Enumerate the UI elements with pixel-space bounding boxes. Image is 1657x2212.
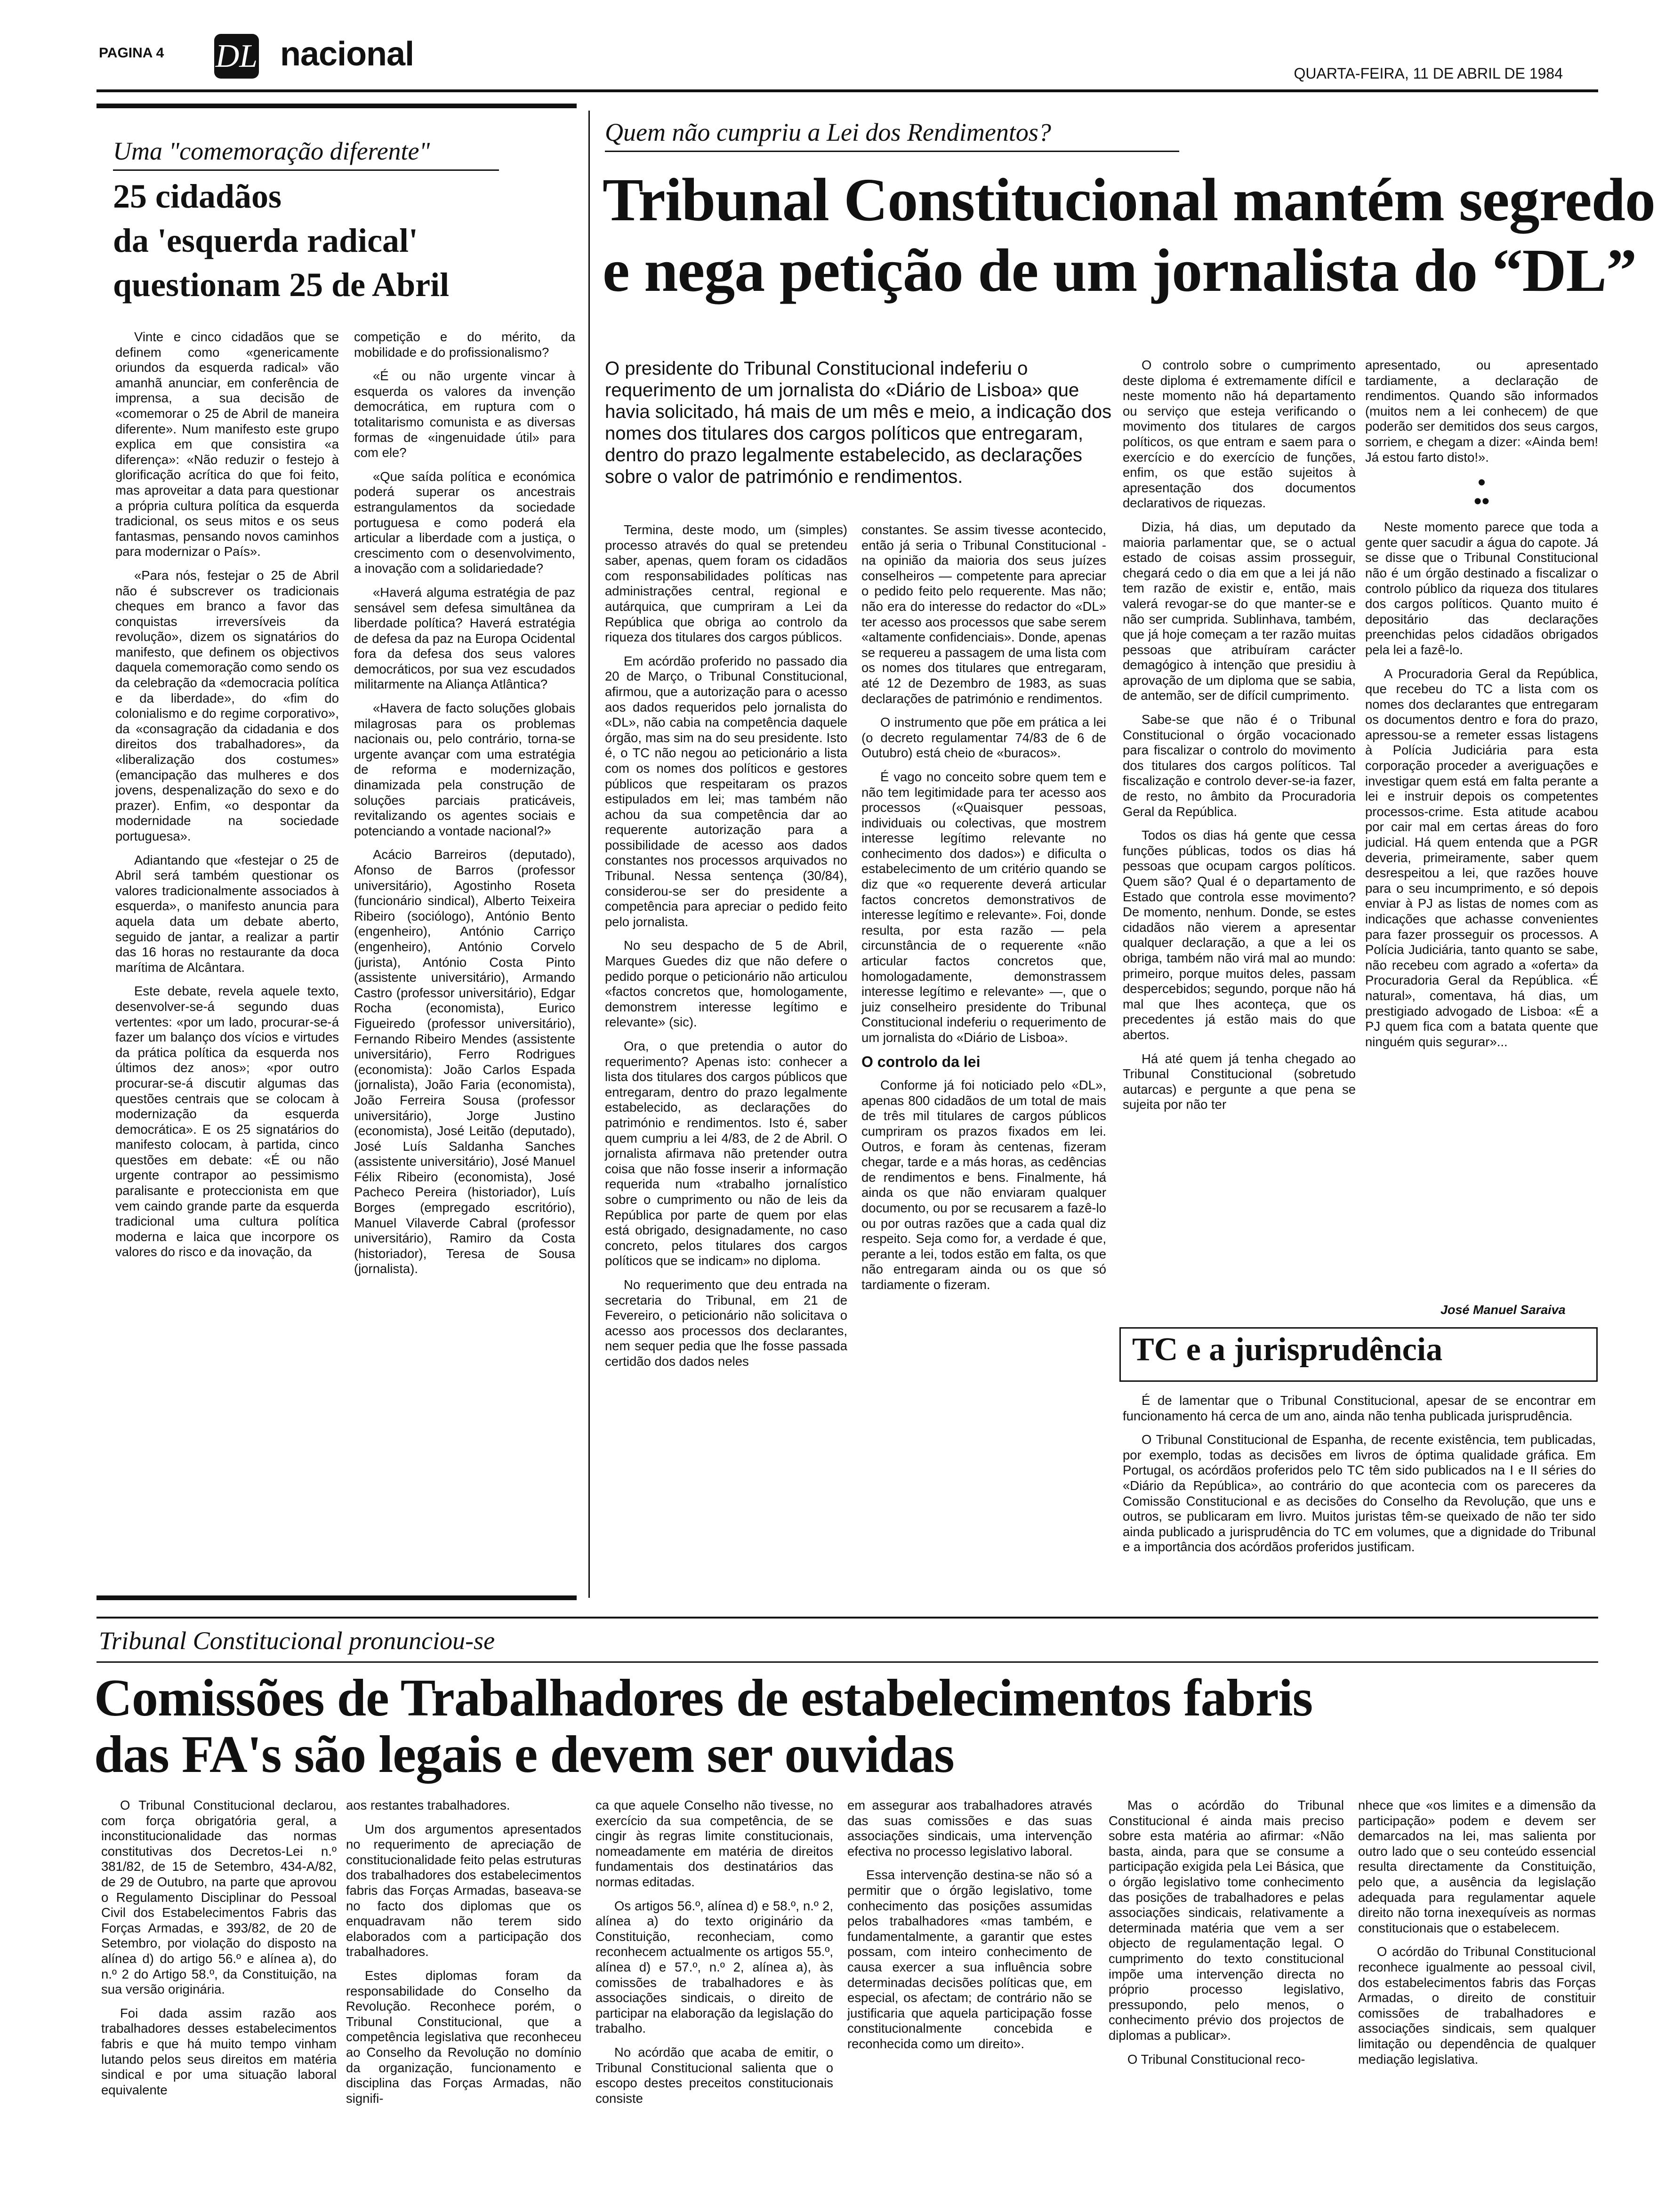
article2-paragraph: O controlo sobre o cumprimento deste diploma é extremamente difícil e neste momento não há departamento ou serviço que esteja verificando o movimento dos titulares de cargos políticos, os que entram e saem para o exercício e do exercício de funções, enfim, os que estão sujeitos à apresentação dos documentos declarativos de riquezas. <box>1123 358 1356 511</box>
article2-paragraph: A Procuradoria Geral da República, que recebeu do TC a lista com os nomes dos declarantes que entregaram os documentos dentro e fora do prazo, apressou-se a remeter essas listagens à Polícia Judiciária para esta corporação proceder a averiguações e investigar quem está em falta perante a lei e instruir depois os competentes processos-crime. Esta atitude acabou por cair mal em certas áreas do foro judicial. Há quem entenda que a PGR deveria, primeiramente, saber quem desrespeitou a lei, que razões houve para o seu incumprimento, e só depois enviar à PJ as listas de nomes com as indicações que achasse convenientes para fazer prosseguir os processos. A Polícia Judiciária, tanto quanto se sabe, não recebeu com agrado a «oferta» da Procuradoria Geral da República. «É natural», comentava, há dias, um prestigiado advogado de Lisboa: «É a PJ quem fica com a batata quente que ninguém quis segurar»... <box>1365 666 1598 1049</box>
article1-paragraph: Acácio Barreiros (deputado), Afonso de Barros (professor universitário), Agostinho Roseta (funcionário sindical), Alberto Teixeira Ribeiro (sociólogo), António Bento (engenheiro), António Carriço (engenheiro), António Corvelo (jurista), António Costa Pinto (assistente universitário), Armando Castro (professor universitário), Edgar Rocha (economista), Eurico Figueiredo (professor universitário), Fernando Ribeiro Mendes (assistente universitário), Ferro Rodrigues (economista): João Carlos Espada (jornalista), João Faria (economista), João Ferreira Sousa (professor universitário), Jorge Justino (economista), José Leitão (deputado), José Luís Saldanha Sanches (assistente universitário), José Manuel Félix Ribeiro (economista), José Pacheco Pereira (historiador), Luís Borges (empregado escritório), Manuel Vilaverde Cabral (professor universitário), Ramiro da Costa (historiador), Teresa de Sousa (jornalista). <box>354 847 575 1276</box>
article2-paragraph: Todos os dias há gente que cessa funções públicas, todos os dias há pessoas que ocupam cargos políticos. Quem são? Qual é o departamento de Estado que controla esse movimento? De momento, nenhum. Donde, se estes cidadãos não vierem a apresentar qualquer declaração, a que a lei os obriga, também não virá mal ao mundo: primeiro, porque muitos deles, passam despercebidos; segundo, porque não há mal que lhes aconteça, que os precedentes já estão mais do que abertos. <box>1123 828 1356 1042</box>
article2-paragraph: É vago no conceito sobre quem tem e não tem legitimidade para ter acesso aos processos («Quaisquer pessoas, individuais ou colectivas, que mostrem interesse legítimo relevante no conhecimento dos dados») e dificulta o estabelecimento de um critério quando se diz que «o requerente deverá articular factos concretos demonstrativos de interesse legítimo e relevante». Foi, donde resulta, por esta razão — pela circunstância de o requerente «não articular factos concretos que, homologadamente, demonstrassem interesse legítimo e relevante» —, que o juiz conselheiro presidente do Tribunal Constitucional indeferiu o requerimento de um jornalista do «Diário de Lisboa». <box>861 769 1106 1045</box>
article3-paragraph: Foi dada assim razão aos trabalhadores desses estabelecimentos fabris e que há muito tempo vinham lutando pelos seus direitos em matéria sindical e por uma situação laboral equivalente <box>101 2005 337 2097</box>
article3-paragraph: aos restantes trabalhadores. <box>346 1798 510 1812</box>
article1-headline-line3: questionam 25 de Abril <box>113 266 450 304</box>
article2-headline-line2: e nega petição de um jornalista do “DL” <box>603 237 1637 305</box>
article1-top-rule <box>97 104 577 108</box>
article2-paragraph: Neste momento parece que toda a gente quer sacudir a água do capote. Já se disse que o Tribunal Constitucional não é um órgão destinado a fiscalizar o controlo público da riqueza dos titulares dos cargos políticos. Quanto muito é depositário das declarações preenchidas pelos cidadãos obrigados pela lei a fazê-lo. <box>1365 520 1598 657</box>
header-rule <box>97 89 1598 92</box>
article1-paragraph: «É ou não urgente vincar à esquerda os valores da invenção democrática, em ruptura com o totalitarismo comunista e as diversas formas de «ingenuidade útil» para com ele? <box>354 369 575 460</box>
article1-column-2 <box>354 329 575 1285</box>
issue-date: QUARTA-FEIRA, 11 DE ABRIL DE 1984 <box>1294 65 1563 82</box>
article3-column-3 <box>595 1798 833 2115</box>
article3-column-1 <box>101 1798 337 2106</box>
article1-paragraph: Este debate, revela aquele texto, desenvolver-se-á segundo duas vertentes: «por um lado, procurar-se-á fazer um balanço dos vícios e virtudes da prática política da esquerda nos últimos dez anos»; «por outro procurar-se-á discutir algumas das questões centrais que se colocam à modernização da esquerda democrática». E os 25 signatários do manifesto colocam, à partida, cinco questões em debate: «É ou não urgente contrapor ao pessimismo paralisante e proteccionista em que vem caindo grande parte da esquerda tradicional uma cultura política moderna e laica que incorpore os valores do risco e da inovação, da <box>115 984 339 1259</box>
article2-paragraph: Ora, o que pretendia o autor do requerimento? Apenas isto: conhecer a lista dos titulares dos cargos públicos que entregaram, dentro do prazo legalmente estabelecido, as declarações do património e rendimentos. Isto é, saber quem cumpriu a lei 4/83, de 2 de Abril. O jornalista afirmava não pretender outra coisa que não fosse inserir a informação requerida num «trabalho jornalístico sobre o cumprimento ou não de leis da República por parte de quem por elas está obrigado, designadamente, no caso concreto, pelos titulares dos cargos políticos que se indicam» no diploma. <box>605 1039 847 1268</box>
article3-paragraph: Essa intervenção destina-se não só a permitir que o órgão legislativo, tome conhecimento das posições assumidas pelos trabalhadores «mas também, e fundamentalmente, a garantir que estes possam, com inteiro conhecimento de causa exercer a sua influência sobre determinadas decisões políticas que, em especial, os afectam; de contrário não se justificaria que aquela participação fosse constitucionalmente concebida e reconhecida como um direito». <box>847 1867 1092 2051</box>
article2-paragraph: O instrumento que põe em prática a lei (o decreto regulamentar 74/83 de 6 de Outubro) está cheio de «buracos». <box>861 715 1106 761</box>
article2-paragraph: Sabe-se que não é o Tribunal Constitucional o órgão vocacionado para fiscalizar o controlo do movimento dos titulares dos cargos políticos. Tal fiscalização e controlo dever-se-ia fazer, de resto, no âmbito da Procuradoria Geral da República. <box>1123 712 1356 819</box>
article1-kicker: Uma "comemoração diferente" <box>113 137 430 165</box>
article2-column-4 <box>1365 358 1598 1058</box>
article1-paragraph: Adiantando que «festejar o 25 de Abril será também questionar os valores tradicionalmente associados à esquerda», o manifesto anuncia para aquela data um debate aberto, seguido de jantar, a realizar a partir das 16 horas no restaurante da doca marítima de Alcântara. <box>115 852 339 975</box>
article1-paragraph: competição e do mérito, da mobilidade e do profissionalismo? <box>354 329 575 360</box>
article1-paragraph: «Havera de facto soluções globais milagrosas para os problemas nacionais ou, pelo contrário, torna-se urgente avançar com uma estratégia de reforma e modernização, dinamizada pela construção de soluções parciais praticáveis, revitalizando os agentes sociais e potenciando a vontade nacional?» <box>354 701 575 838</box>
article3-paragraph: Um dos argumentos apresentados no requerimento de apreciação de constitucionalidade feito pelas estruturas dos trabalhadores dos estabelecimentos fabris das Forças Armadas, baseava-se no facto dos diplomas que os enquadravam não terem sido elaborados com a participação dos trabalhadores. <box>346 1821 581 1959</box>
article3-paragraph: Mas o acórdão do Tribunal Constitucional é ainda mais preciso sobre esta matéria ao afirmar: «Não basta, ainda, para que se consume a participação exigida pela Lei Básica, que o órgão legislativo tome conhecimento das posições de trabalhadores e pelas associações sindicais, relativamente a determinada matéria que vem a ser objecto de regulamentação legal. O cumprimento do texto constitucional impõe uma intervenção directa no próprio processo legislativo, pressupondo, pelo menos, o conhecimento prévio dos projectos de diplomas a publicar». <box>1109 1798 1344 2043</box>
article2-subhead: O controlo da lei <box>861 1053 981 1070</box>
article2-column-2 <box>861 522 1106 1301</box>
section-title: nacional <box>280 35 414 73</box>
article1-bottom-rule <box>97 1595 577 1600</box>
article2-paragraph: Dizia, há dias, um deputado da maioria parlamentar que, se o actual estado de coisas assim prosseguir, chegará cedo o dia em que a lei já não tem razão de existir e, então, mais valerá revogar-se do que manter-se e não ser cumprida. Sublinhava, também, que já hoje começam a ter razão muitas pessoas que atribuíram carácter demagógico à intenção que presidiu à aprovação de um diploma que se sabia, de antemão, ser de difícil cumprimento. <box>1123 519 1356 703</box>
article3-paragraph: No acórdão que acaba de emitir, o Tribunal Constitucional salienta que o escopo destes preceitos constitucionais consiste <box>595 2044 833 2106</box>
article2-paragraph: No requerimento que deu entrada na secretaria do Tribunal, em 21 de Fevereiro, o peticionário não solicitava o acesso aos processos dos declarantes, nem sequer pedia que lhe fosse passada certidão dos dados neles <box>605 1277 847 1369</box>
article3-paragraph: Estes diplomas foram da responsabilidade do Conselho da Revolução. Reconhece porém, o Tribunal Constitucional, que a competência legislativa que reconheceu ao Conselho da Revolução no domínio da organização, funcionamento e disciplina das Forças Armadas, não signifi- <box>346 1968 581 2106</box>
article3-paragraph: em assegurar aos trabalhadores através das suas comissões e das suas associações sindicais, uma intervenção efectiva no processo legislativo laboral. <box>847 1798 1092 1859</box>
box-title: TC e a jurisprudência <box>1132 1331 1443 1368</box>
article3-paragraph: O Tribunal Constitucional declarou, com força obrigatória geral, a inconstitucionalidade das normas constitutivas dos Decretos-Lei n.º 381/82, de 15 de Setembro, 434-A/82, de 29 de Outubro, na parte que aprovou o Regulamento Disciplinar do Pessoal Civil dos Estabelecimentos Fabris das Forças Armadas, e 393/82, de 20 de Setembro, por violação do disposto na alínea d) do artigo 56.º e alínea a), do n.º 2 do Artigo 58.º, da Constituição, na sua versão originária. <box>101 1798 337 1997</box>
article2-paragraph: apresentado, ou apresentado tardiamente, a declaração de rendimentos. Quando são informados (muitos nem a lei conhecem) de que poderão ser demitidos dos seus cargos, sorriem, e chegam a dizer: «Ainda bem! Já estou farto disto!». <box>1365 358 1598 465</box>
box-paragraph: O Tribunal Constitucional de Espanha, de recente existência, tem publicadas, por exemplo, todas as decisões em livros de óptima qualidade gráfica. Em Portugal, os acórdãos proferidos pelo TC têm sido publicados na I e II séries do «Diário da República», ao contrário do que acontecia com os pareceres da Comissão Constitucional e as decisões do Conselho da Revolução, que uns e outros, se publicaram em livro. Muitos juristas têm-se queixado de não ter sido ainda publicado a jurisprudência do TC em volumes, que a dignidade do Tribunal e a importância dos acórdãos proferidos justificam. <box>1123 1432 1596 1555</box>
article3-column-6 <box>1358 1798 1596 2076</box>
article3-paragraph: O Tribunal Constitucional reco- <box>1127 2052 1305 2067</box>
article2-paragraph: Termina, deste modo, um (simples) processo através do qual se pretendeu saber, apenas, quem foram os cidadãos com responsabilidades políticas nas administrações central, regional e autárquica, que cumpriram a Lei da República que obriga ao controlo da riqueza dos titulares dos cargos públicos. <box>605 522 847 645</box>
article1-column-1 <box>115 329 339 1268</box>
article3-column-5 <box>1109 1798 1344 2076</box>
article2-lede: O presidente do Tribunal Constitucional indeferiu o requerimento de um jornalista do «Diário de Lisboa» que havia solicitado, há mais de um mês e meio, a indicação dos nomes dos titulares dos cargos políticos que entregaram, dentro do prazo legalmente estabelecido, as declarações sobre o valor de património e rendimentos. <box>605 358 1112 487</box>
article2-paragraph: No seu despacho de 5 de Abril, Marques Guedes diz que não defere o pedido porque o peticionário não articulou «factos concretos que, homologamente, demonstrem interesse legítimo e relevante» (sic). <box>605 938 847 1030</box>
column-divider <box>588 111 590 1598</box>
separator-dots: • •• <box>1473 470 1490 514</box>
box-body <box>1123 1393 1596 1563</box>
article2-paragraph: Conforme já foi noticiado pelo «DL», apenas 800 cidadãos de um total de mais de três mil titulares de cargos públicos cumpriram os prazos fixados em lei. Outros, e foram às centenas, fizeram chegar, tarde e a más horas, as cedências de rendimentos e bens. Finalmente, há ainda os que não enviaram qualquer documento, ou por se recusarem a fazê-lo ou por outras razões que a cada qual diz respeito. Seja como for, a verdade é que, perante a lei, todos estão em falta, os que não entregaram ainda ou os que só tardiamente o fizeram. <box>861 1078 1106 1292</box>
article2-paragraph: constantes. Se assim tivesse acontecido, então já seria o Tribunal Constitucional - na opinião da maioria dos seus juízes conselheiros — competente para apreciar o pedido feito pelo requerente. Mas não; não era do interesse do redactor do «DL» ter acesso aos processos que sabe serem «altamente confidenciais». Donde, apenas se requereu a passagem de uma lista com os nomes dos titulares que entregaram, até 12 de Dezembro de 1983, as suas declarações de património e rendimentos. <box>861 522 1106 706</box>
article1-paragraph: Vinte e cinco cidadãos que se definem como «genericamente oriundos da esquerda radical» vão amanhã anunciar, em conferência de imprensa, a sua decisão de «comemorar o 25 de Abril de maneira diferente». Num manifesto este grupo explica em que consistira «a diferença»: «Não reduzir o festejo à glorificação acrítica do que foi feito, mas aproveitar a data para questionar a própria cultura política da esquerda tradicional, os seus mitos e os seus fantasmas, pensando novos caminhos para modernizar o País». <box>115 329 339 559</box>
article2-paragraph: Em acórdão proferido no passado dia 20 de Março, o Tribunal Constitucional, afirmou, que a autorização para o acesso aos dados requeridos pelo jornalista do «DL», não cabia na competência daquele órgão, mas sim na do seu presidente. Isto é, o TC não negou ao peticionário a lista com os nomes dos políticos e gestores públicos que respeitaram os prazos estipulados em lei; mas também não achou da sua competência dar ao requerente autorização para a possibilidade de acesso aos dados constantes nos processos arquivados no Tribunal. Nessa sentença (30/84), considerou-se ser do presidente a competência para apreciar o pedido feito pelo jornalista. <box>605 653 847 929</box>
article3-kicker-rule <box>97 1661 1598 1663</box>
dl-logo-icon: DL <box>214 34 259 79</box>
page-number: PAGINA 4 <box>99 45 164 61</box>
article2-headline-line1: Tribunal Constitucional mantém segredo <box>603 166 1655 234</box>
article2-headline <box>603 165 1655 306</box>
box-paragraph: É de lamentar que o Tribunal Constitucional, apesar de se encontrar em funcionamento há cerca de um ano, ainda não tenha publicada jurisprudência. <box>1123 1393 1596 1423</box>
article3-headline-line1: Comissões de Trabalhadores de estabelecimentos fabris <box>94 1669 1313 1727</box>
article3-paragraph: O acórdão do Tribunal Constitucional reconhece igualmente ao pessoal civil, dos estabelecimentos fabris das Forças Armadas, o direito de constituir comissões de trabalhadores e associações sindicais, sem qualquer limitação ou dependência de qualquer mediação legislativa. <box>1358 1944 1596 2067</box>
article3-column-4 <box>847 1798 1092 2060</box>
article3-headline <box>94 1670 1312 1783</box>
article3-headline-line2: das FA's são legais e devem ser ouvidas <box>94 1725 954 1784</box>
article2-kicker-rule <box>605 151 1179 152</box>
article1-headline-line1: 25 cidadãos <box>113 177 282 215</box>
article3-kicker: Tribunal Constitucional pronunciou-se <box>99 1627 495 1655</box>
article1-paragraph: «Haverá alguma estratégia de paz sensável sem defesa simultânea da liberdade política? Haverá estratégia de defesa da paz na Europa Ocidental fora da defesa dos seus valores democráticos, por sua vez escudados militarmente na Aliança Atlântica? <box>354 585 575 692</box>
article3-column-2 <box>346 1798 581 2115</box>
article1-headline-line2: da 'esquerda radical' <box>113 222 418 259</box>
article2-kicker: Quem não cumpriu a Lei dos Rendimentos? <box>605 118 1051 146</box>
article3-paragraph: ca que aquele Conselho não tivesse, no exercício da sua competência, de se cingir às regras limite constitucionais, nomeadamente em matéria de direitos fundamentais dos destinatários das normas editadas. <box>595 1798 833 1889</box>
article1-kicker-rule <box>113 169 499 171</box>
article3-paragraph: Os artigos 56.º, alínea d) e 58.º, n.º 2, alínea a) do texto originário da Constituição, reconheciam, como reconhecem actualmente os artigos 55.º, alínea d) e 57.º, n.º 2, alínea a), às comissões de trabalhadores e às associações sindicais, o direito de participar na elaboração da legislação do trabalho. <box>595 1898 833 2036</box>
article2-column-3 <box>1123 358 1356 1121</box>
article3-top-rule <box>97 1617 1598 1619</box>
article2-signature: José Manuel Saraiva <box>1440 1303 1566 1317</box>
article1-headline <box>113 174 449 307</box>
article1-paragraph: «Que saída política e económica poderá superar os ancestrais estrangulamentos da sociedade portuguesa e como poderá ela articular a liberdade com a justiça, o crescimento com o desenvolvimento, a inovação com a solidariedade? <box>354 469 575 576</box>
article3-paragraph: nhece que «os limites e a dimensão da participação» podem e devem ser demarcados na lei, mas salienta por outro lado que o seu conteúdo essencial resulta directamente da Constituição, pelo que, a ausência da legislação adequada para regulamentar aquele direito não torna inexequíveis as normas constitucionais que o estabelecem. <box>1358 1798 1596 1935</box>
article2-paragraph: Há até quem já tenha chegado ao Tribunal Constitucional (sobretudo autarcas) e pergunte a que pena se sujeita por não ter <box>1123 1051 1356 1112</box>
article1-paragraph: «Para nós, festejar o 25 de Abril não é subscrever os tradicionais cheques em branco a favor das conquistas irreversíveis da revolução», dizem os signatários do manifesto, que definem os objectivos daquela comemoração como sendo os da celebração da «democracia política e da liberdade», do «fim do colonialismo e do regime corporativo», da «consagração da cidadania e dos direitos dos trabalhadores», da «liberalização dos costumes» (emancipação das mulheres e dos jovens, despenalização do sexo e do prazer). Enfim, «o despontar da modernidade na sociedade portuguesa». <box>115 568 339 843</box>
article2-column-1 <box>605 522 847 1378</box>
